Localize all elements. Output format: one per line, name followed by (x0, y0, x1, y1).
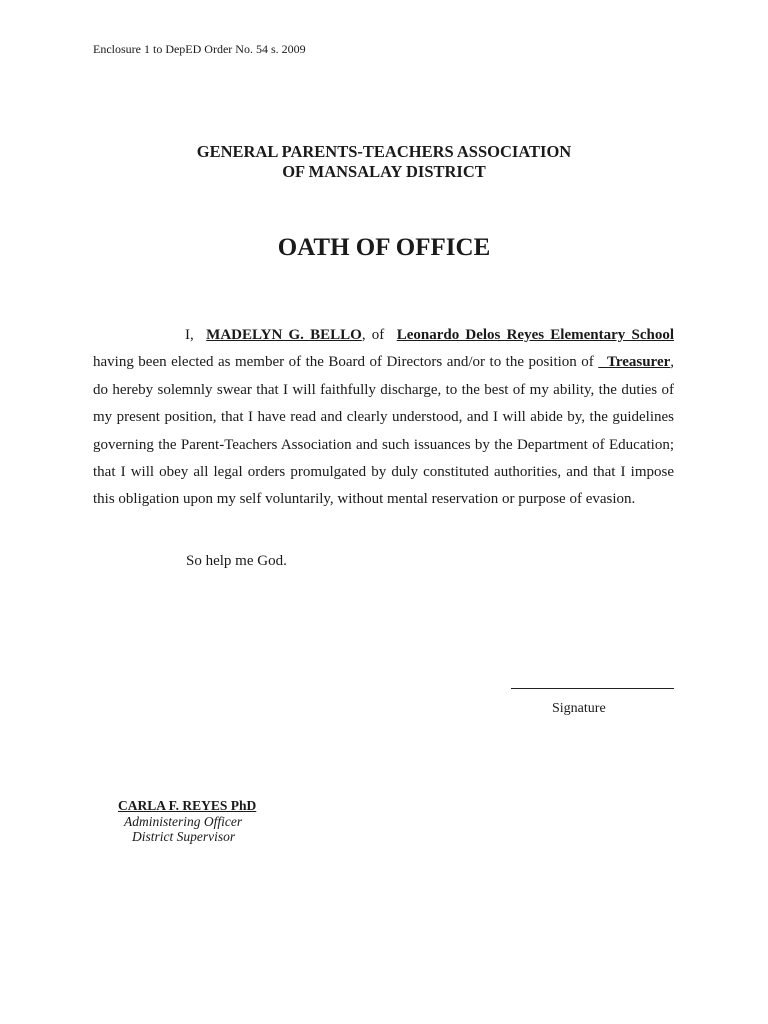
oath-name: MADELYN G. BELLO (206, 327, 362, 343)
oath-body: , do hereby solemnly swear that I will faithfully discharge, to the best of my ability, the duties of my present position, that I have read and clearly understood, and I will abide by, the guidelines governing the Parent-Teachers Association and such issuances by the Department of Education; that I will obey all legal orders promulgated by duly constituted authorities, and that I impose this obligation upon my self voluntarily, without mental reservation or purpose of evasion. (93, 354, 675, 508)
officer-role-1: Administering Officer (124, 813, 243, 829)
enclosure-note: Enclosure 1 to DepED Order No. 54 s. 2009 (93, 42, 306, 56)
oath-paragraph (93, 322, 674, 514)
oath-position-text: Treasurer (606, 354, 671, 371)
oath-opening: I, (185, 327, 194, 343)
organization-heading (0, 142, 768, 182)
signature-label: Signature (552, 701, 606, 716)
document-title: OATH OF OFFICE (277, 234, 491, 261)
oath-after-school: having been elected as member of the Board of Directors and/or to the position of (93, 354, 594, 371)
oath-of: , of (361, 327, 385, 343)
officer-name: CARLA F. REYES PhD (118, 798, 257, 813)
officer-role-2: District Supervisor (132, 829, 236, 844)
oath-position (598, 354, 670, 370)
oath-school: Leonardo Delos Reyes Elementary School (396, 327, 674, 343)
organization-line-1: GENERAL PARENTS-TEACHERS ASSOCIATION (196, 142, 572, 161)
administering-officer-block (118, 798, 256, 845)
signature-line (511, 688, 674, 689)
organization-line-2: OF MANSALAY DISTRICT (282, 162, 486, 181)
closing-line: So help me God. (186, 553, 287, 569)
